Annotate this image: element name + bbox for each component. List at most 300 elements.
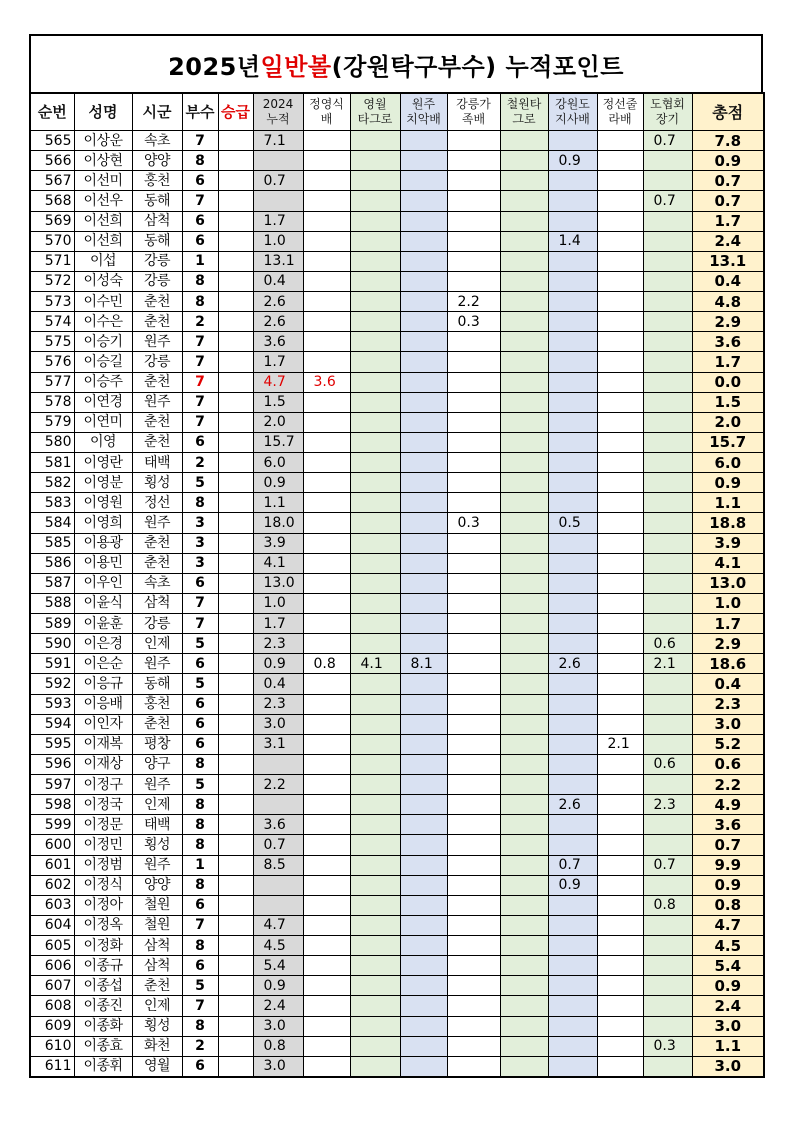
cell-yw bbox=[350, 1016, 400, 1036]
cell-dh bbox=[643, 593, 692, 613]
cell-name: 이종효 bbox=[74, 1036, 132, 1056]
cell-name: 이연경 bbox=[74, 392, 132, 412]
cell-js bbox=[597, 855, 643, 875]
table-row bbox=[30, 372, 764, 392]
table-row bbox=[30, 654, 764, 674]
cell-no: 601 bbox=[30, 855, 74, 875]
cell-grade: 2 bbox=[182, 1036, 218, 1056]
cell-city: 횡성 bbox=[132, 473, 182, 493]
cell-wj bbox=[400, 211, 447, 231]
cell-jys bbox=[303, 231, 350, 251]
cell-dh bbox=[643, 332, 692, 352]
cell-total: 4.9 bbox=[692, 795, 764, 815]
column-header-gng: 강릉가 족배 bbox=[447, 93, 500, 131]
cell-grade: 7 bbox=[182, 332, 218, 352]
table-row bbox=[30, 392, 764, 412]
cell-gwd: 0.7 bbox=[548, 855, 597, 875]
table-row bbox=[30, 956, 764, 976]
cell-wj bbox=[400, 151, 447, 171]
cell-city: 속초 bbox=[132, 573, 182, 593]
cell-no: 609 bbox=[30, 1016, 74, 1036]
cell-js bbox=[597, 754, 643, 774]
cell-city: 동해 bbox=[132, 674, 182, 694]
cell-jys bbox=[303, 191, 350, 211]
cell-c2024: 0.7 bbox=[253, 835, 303, 855]
cell-gwd bbox=[548, 634, 597, 654]
cell-wj bbox=[400, 513, 447, 533]
cell-c2024: 2.6 bbox=[253, 312, 303, 332]
cell-no: 599 bbox=[30, 815, 74, 835]
cell-dh bbox=[643, 996, 692, 1016]
cell-promo bbox=[218, 694, 253, 714]
cell-gng bbox=[447, 956, 500, 976]
cell-dh bbox=[643, 835, 692, 855]
cell-gng bbox=[447, 573, 500, 593]
cell-no: 585 bbox=[30, 533, 74, 553]
cell-js bbox=[597, 533, 643, 553]
cell-dh: 0.6 bbox=[643, 634, 692, 654]
cell-wj bbox=[400, 915, 447, 935]
cell-js bbox=[597, 775, 643, 795]
cell-c2024: 3.6 bbox=[253, 815, 303, 835]
cell-jys bbox=[303, 996, 350, 1016]
cell-yw bbox=[350, 915, 400, 935]
table-row bbox=[30, 976, 764, 996]
cell-dh bbox=[643, 231, 692, 251]
cell-cw bbox=[500, 171, 548, 191]
cell-yw bbox=[350, 1036, 400, 1056]
cell-gng bbox=[447, 251, 500, 271]
cell-total: 7.8 bbox=[692, 131, 764, 151]
cell-total: 15.7 bbox=[692, 432, 764, 452]
cell-no: 590 bbox=[30, 634, 74, 654]
cell-gwd bbox=[548, 453, 597, 473]
cell-grade: 7 bbox=[182, 372, 218, 392]
cell-yw bbox=[350, 795, 400, 815]
cell-wj bbox=[400, 131, 447, 151]
cell-grade: 2 bbox=[182, 312, 218, 332]
table-row bbox=[30, 775, 764, 795]
cell-total: 6.0 bbox=[692, 453, 764, 473]
cell-wj bbox=[400, 936, 447, 956]
cell-jys bbox=[303, 251, 350, 271]
cell-promo bbox=[218, 573, 253, 593]
cell-yw bbox=[350, 1056, 400, 1077]
cell-wj bbox=[400, 593, 447, 613]
cell-c2024: 5.4 bbox=[253, 956, 303, 976]
cell-c2024: 7.1 bbox=[253, 131, 303, 151]
cell-gng bbox=[447, 372, 500, 392]
cell-gwd bbox=[548, 815, 597, 835]
cell-grade: 5 bbox=[182, 473, 218, 493]
cell-js bbox=[597, 332, 643, 352]
cell-name: 이종화 bbox=[74, 1016, 132, 1036]
cell-cw bbox=[500, 573, 548, 593]
table-row bbox=[30, 453, 764, 473]
cell-gwd bbox=[548, 352, 597, 372]
cell-c2024: 4.7 bbox=[253, 915, 303, 935]
cell-name: 이상현 bbox=[74, 151, 132, 171]
cell-wj bbox=[400, 352, 447, 372]
cell-city: 원주 bbox=[132, 855, 182, 875]
cell-yw bbox=[350, 593, 400, 613]
cell-name: 이정식 bbox=[74, 875, 132, 895]
cell-city: 인제 bbox=[132, 795, 182, 815]
cell-c2024: 0.9 bbox=[253, 976, 303, 996]
cell-wj bbox=[400, 1016, 447, 1036]
cell-jys bbox=[303, 734, 350, 754]
cell-wj bbox=[400, 674, 447, 694]
cell-city: 원주 bbox=[132, 332, 182, 352]
cell-cw bbox=[500, 473, 548, 493]
cell-grade: 6 bbox=[182, 1056, 218, 1077]
cell-js bbox=[597, 895, 643, 915]
cell-no: 605 bbox=[30, 936, 74, 956]
cell-promo bbox=[218, 191, 253, 211]
cell-name: 이용광 bbox=[74, 533, 132, 553]
cell-gng bbox=[447, 473, 500, 493]
cell-gwd bbox=[548, 775, 597, 795]
cell-promo bbox=[218, 473, 253, 493]
cell-gwd bbox=[548, 332, 597, 352]
cell-c2024 bbox=[253, 191, 303, 211]
cell-dh: 2.3 bbox=[643, 795, 692, 815]
cell-city: 철원 bbox=[132, 915, 182, 935]
cell-cw bbox=[500, 412, 548, 432]
cell-gng bbox=[447, 815, 500, 835]
table-row bbox=[30, 936, 764, 956]
cell-total: 9.9 bbox=[692, 855, 764, 875]
cell-cw bbox=[500, 372, 548, 392]
cell-gng bbox=[447, 754, 500, 774]
table-row bbox=[30, 835, 764, 855]
cell-gwd bbox=[548, 835, 597, 855]
cell-yw bbox=[350, 775, 400, 795]
cell-js bbox=[597, 312, 643, 332]
table-row bbox=[30, 674, 764, 694]
cell-js bbox=[597, 976, 643, 996]
cell-promo bbox=[218, 352, 253, 372]
cell-total: 0.9 bbox=[692, 473, 764, 493]
cell-c2024: 1.7 bbox=[253, 352, 303, 372]
cell-city: 동해 bbox=[132, 191, 182, 211]
cell-gng bbox=[447, 775, 500, 795]
cell-total: 2.9 bbox=[692, 312, 764, 332]
cell-promo bbox=[218, 312, 253, 332]
table-row bbox=[30, 1036, 764, 1056]
cell-js bbox=[597, 493, 643, 513]
cell-c2024: 3.1 bbox=[253, 734, 303, 754]
cell-total: 0.0 bbox=[692, 372, 764, 392]
table-row bbox=[30, 915, 764, 935]
cell-jys bbox=[303, 553, 350, 573]
cell-name: 이수민 bbox=[74, 292, 132, 312]
cell-no: 604 bbox=[30, 915, 74, 935]
cell-gwd bbox=[548, 372, 597, 392]
cell-city: 홍천 bbox=[132, 694, 182, 714]
cell-dh bbox=[643, 372, 692, 392]
cell-grade: 8 bbox=[182, 835, 218, 855]
cell-city: 정선 bbox=[132, 493, 182, 513]
cell-wj bbox=[400, 795, 447, 815]
cell-promo bbox=[218, 714, 253, 734]
cell-name: 이우인 bbox=[74, 573, 132, 593]
table-row bbox=[30, 312, 764, 332]
table-row bbox=[30, 332, 764, 352]
title-prefix: 2025년 bbox=[168, 52, 261, 81]
cell-name: 이재상 bbox=[74, 754, 132, 774]
cell-c2024: 2.3 bbox=[253, 634, 303, 654]
cell-promo bbox=[218, 614, 253, 634]
cell-c2024: 2.0 bbox=[253, 412, 303, 432]
cell-yw bbox=[350, 714, 400, 734]
cell-gng bbox=[447, 795, 500, 815]
cell-wj bbox=[400, 815, 447, 835]
cell-yw bbox=[350, 634, 400, 654]
cell-dh: 2.1 bbox=[643, 654, 692, 674]
cell-gwd bbox=[548, 292, 597, 312]
cell-c2024: 0.7 bbox=[253, 171, 303, 191]
column-header-wj: 원주 치악배 bbox=[400, 93, 447, 131]
cell-name: 이정문 bbox=[74, 815, 132, 835]
cell-gng bbox=[447, 694, 500, 714]
table-row bbox=[30, 754, 764, 774]
cell-grade: 3 bbox=[182, 513, 218, 533]
cell-grade: 6 bbox=[182, 694, 218, 714]
cell-jys bbox=[303, 1056, 350, 1077]
cell-cw bbox=[500, 795, 548, 815]
cell-jys bbox=[303, 352, 350, 372]
cell-gng bbox=[447, 915, 500, 935]
cell-cw bbox=[500, 593, 548, 613]
cell-gwd bbox=[548, 895, 597, 915]
cell-c2024: 2.2 bbox=[253, 775, 303, 795]
cell-dh bbox=[643, 412, 692, 432]
cell-wj bbox=[400, 231, 447, 251]
table-row bbox=[30, 412, 764, 432]
cell-name: 이은순 bbox=[74, 654, 132, 674]
cell-total: 0.6 bbox=[692, 754, 764, 774]
cell-wj bbox=[400, 714, 447, 734]
cell-jys bbox=[303, 895, 350, 915]
cell-wj bbox=[400, 493, 447, 513]
cell-jys bbox=[303, 412, 350, 432]
cell-gng: 0.3 bbox=[447, 312, 500, 332]
cell-dh: 0.8 bbox=[643, 895, 692, 915]
cell-no: 578 bbox=[30, 392, 74, 412]
table-row bbox=[30, 432, 764, 452]
cell-promo bbox=[218, 131, 253, 151]
cell-js bbox=[597, 432, 643, 452]
cell-gng bbox=[447, 332, 500, 352]
cell-jys bbox=[303, 915, 350, 935]
cell-jys bbox=[303, 674, 350, 694]
cell-dh bbox=[643, 815, 692, 835]
column-header-yw: 영월 타그로 bbox=[350, 93, 400, 131]
column-header-gwd: 강원도 지사배 bbox=[548, 93, 597, 131]
cell-cw bbox=[500, 533, 548, 553]
cell-gng bbox=[447, 674, 500, 694]
column-header-dh: 도협회 장기 bbox=[643, 93, 692, 131]
cell-c2024: 3.0 bbox=[253, 1056, 303, 1077]
cell-jys bbox=[303, 593, 350, 613]
cell-js: 2.1 bbox=[597, 734, 643, 754]
cell-cw bbox=[500, 332, 548, 352]
cell-js bbox=[597, 211, 643, 231]
cell-wj bbox=[400, 875, 447, 895]
cell-gng bbox=[447, 493, 500, 513]
cell-grade: 5 bbox=[182, 674, 218, 694]
cell-cw bbox=[500, 453, 548, 473]
cell-wj bbox=[400, 191, 447, 211]
cell-yw bbox=[350, 231, 400, 251]
cell-city: 홍천 bbox=[132, 171, 182, 191]
cell-jys bbox=[303, 453, 350, 473]
cell-js bbox=[597, 271, 643, 291]
cell-cw bbox=[500, 956, 548, 976]
cell-city: 속초 bbox=[132, 131, 182, 151]
cell-no: 595 bbox=[30, 734, 74, 754]
cell-city: 삼척 bbox=[132, 593, 182, 613]
cell-js bbox=[597, 956, 643, 976]
cell-no: 591 bbox=[30, 654, 74, 674]
cell-city: 삼척 bbox=[132, 936, 182, 956]
cell-yw bbox=[350, 352, 400, 372]
cell-cw bbox=[500, 312, 548, 332]
cell-total: 2.2 bbox=[692, 775, 764, 795]
table-row bbox=[30, 714, 764, 734]
cell-gng bbox=[447, 211, 500, 231]
cell-yw bbox=[350, 412, 400, 432]
cell-yw bbox=[350, 191, 400, 211]
cell-jys bbox=[303, 513, 350, 533]
cell-dh bbox=[643, 453, 692, 473]
cell-wj bbox=[400, 372, 447, 392]
cell-grade: 8 bbox=[182, 875, 218, 895]
cell-wj bbox=[400, 533, 447, 553]
cell-gng bbox=[447, 533, 500, 553]
cell-no: 566 bbox=[30, 151, 74, 171]
cell-dh bbox=[643, 775, 692, 795]
cell-promo bbox=[218, 251, 253, 271]
cell-city: 춘천 bbox=[132, 412, 182, 432]
cell-total: 4.7 bbox=[692, 915, 764, 935]
cell-total: 0.9 bbox=[692, 976, 764, 996]
cell-js bbox=[597, 573, 643, 593]
cell-cw bbox=[500, 875, 548, 895]
cell-total: 0.7 bbox=[692, 191, 764, 211]
cell-gwd bbox=[548, 312, 597, 332]
cell-js bbox=[597, 996, 643, 1016]
cell-cw bbox=[500, 754, 548, 774]
cell-dh bbox=[643, 674, 692, 694]
table-row bbox=[30, 795, 764, 815]
table-row bbox=[30, 855, 764, 875]
cell-city: 강릉 bbox=[132, 614, 182, 634]
cell-gng bbox=[447, 936, 500, 956]
cell-js bbox=[597, 151, 643, 171]
cell-no: 574 bbox=[30, 312, 74, 332]
cell-gng bbox=[447, 352, 500, 372]
cell-c2024: 2.3 bbox=[253, 694, 303, 714]
cell-no: 573 bbox=[30, 292, 74, 312]
cell-dh: 0.3 bbox=[643, 1036, 692, 1056]
table-row bbox=[30, 1016, 764, 1036]
cell-no: 607 bbox=[30, 976, 74, 996]
cell-total: 1.1 bbox=[692, 1036, 764, 1056]
table-row bbox=[30, 895, 764, 915]
cell-c2024: 4.1 bbox=[253, 553, 303, 573]
table-row bbox=[30, 593, 764, 613]
cell-gwd bbox=[548, 131, 597, 151]
cell-grade: 7 bbox=[182, 593, 218, 613]
cell-grade: 5 bbox=[182, 634, 218, 654]
cell-no: 567 bbox=[30, 171, 74, 191]
cell-c2024: 0.4 bbox=[253, 271, 303, 291]
cell-promo bbox=[218, 855, 253, 875]
cell-total: 2.3 bbox=[692, 694, 764, 714]
cell-gng bbox=[447, 593, 500, 613]
cell-promo bbox=[218, 271, 253, 291]
cell-city: 강릉 bbox=[132, 251, 182, 271]
cell-total: 1.7 bbox=[692, 211, 764, 231]
table-body bbox=[30, 131, 764, 1077]
cell-city: 평창 bbox=[132, 734, 182, 754]
cell-cw bbox=[500, 694, 548, 714]
cell-c2024: 18.0 bbox=[253, 513, 303, 533]
cell-grade: 7 bbox=[182, 614, 218, 634]
cell-gng bbox=[447, 895, 500, 915]
cell-city: 강릉 bbox=[132, 271, 182, 291]
cell-no: 570 bbox=[30, 231, 74, 251]
cell-yw bbox=[350, 493, 400, 513]
cell-dh bbox=[643, 936, 692, 956]
cell-cw bbox=[500, 271, 548, 291]
cell-city: 춘천 bbox=[132, 533, 182, 553]
cell-wj bbox=[400, 392, 447, 412]
cell-wj bbox=[400, 312, 447, 332]
cell-cw bbox=[500, 292, 548, 312]
cell-dh bbox=[643, 976, 692, 996]
cell-grade: 7 bbox=[182, 915, 218, 935]
cell-gwd bbox=[548, 392, 597, 412]
cell-name: 이상운 bbox=[74, 131, 132, 151]
cell-city: 원주 bbox=[132, 654, 182, 674]
cell-name: 이연미 bbox=[74, 412, 132, 432]
cell-total: 1.0 bbox=[692, 593, 764, 613]
table-row bbox=[30, 614, 764, 634]
cell-yw bbox=[350, 372, 400, 392]
cell-gwd: 2.6 bbox=[548, 795, 597, 815]
cell-city: 춘천 bbox=[132, 292, 182, 312]
cell-c2024: 2.4 bbox=[253, 996, 303, 1016]
cell-gwd: 0.5 bbox=[548, 513, 597, 533]
column-header-js: 정선줄 라배 bbox=[597, 93, 643, 131]
cell-dh bbox=[643, 493, 692, 513]
cell-name: 이성숙 bbox=[74, 271, 132, 291]
cell-jys bbox=[303, 956, 350, 976]
cell-total: 18.6 bbox=[692, 654, 764, 674]
cell-no: 582 bbox=[30, 473, 74, 493]
cell-gng bbox=[447, 714, 500, 734]
cell-js bbox=[597, 473, 643, 493]
cell-total: 0.7 bbox=[692, 171, 764, 191]
cell-grade: 8 bbox=[182, 795, 218, 815]
cell-js bbox=[597, 593, 643, 613]
cell-no: 597 bbox=[30, 775, 74, 795]
cell-promo bbox=[218, 412, 253, 432]
table-row bbox=[30, 251, 764, 271]
